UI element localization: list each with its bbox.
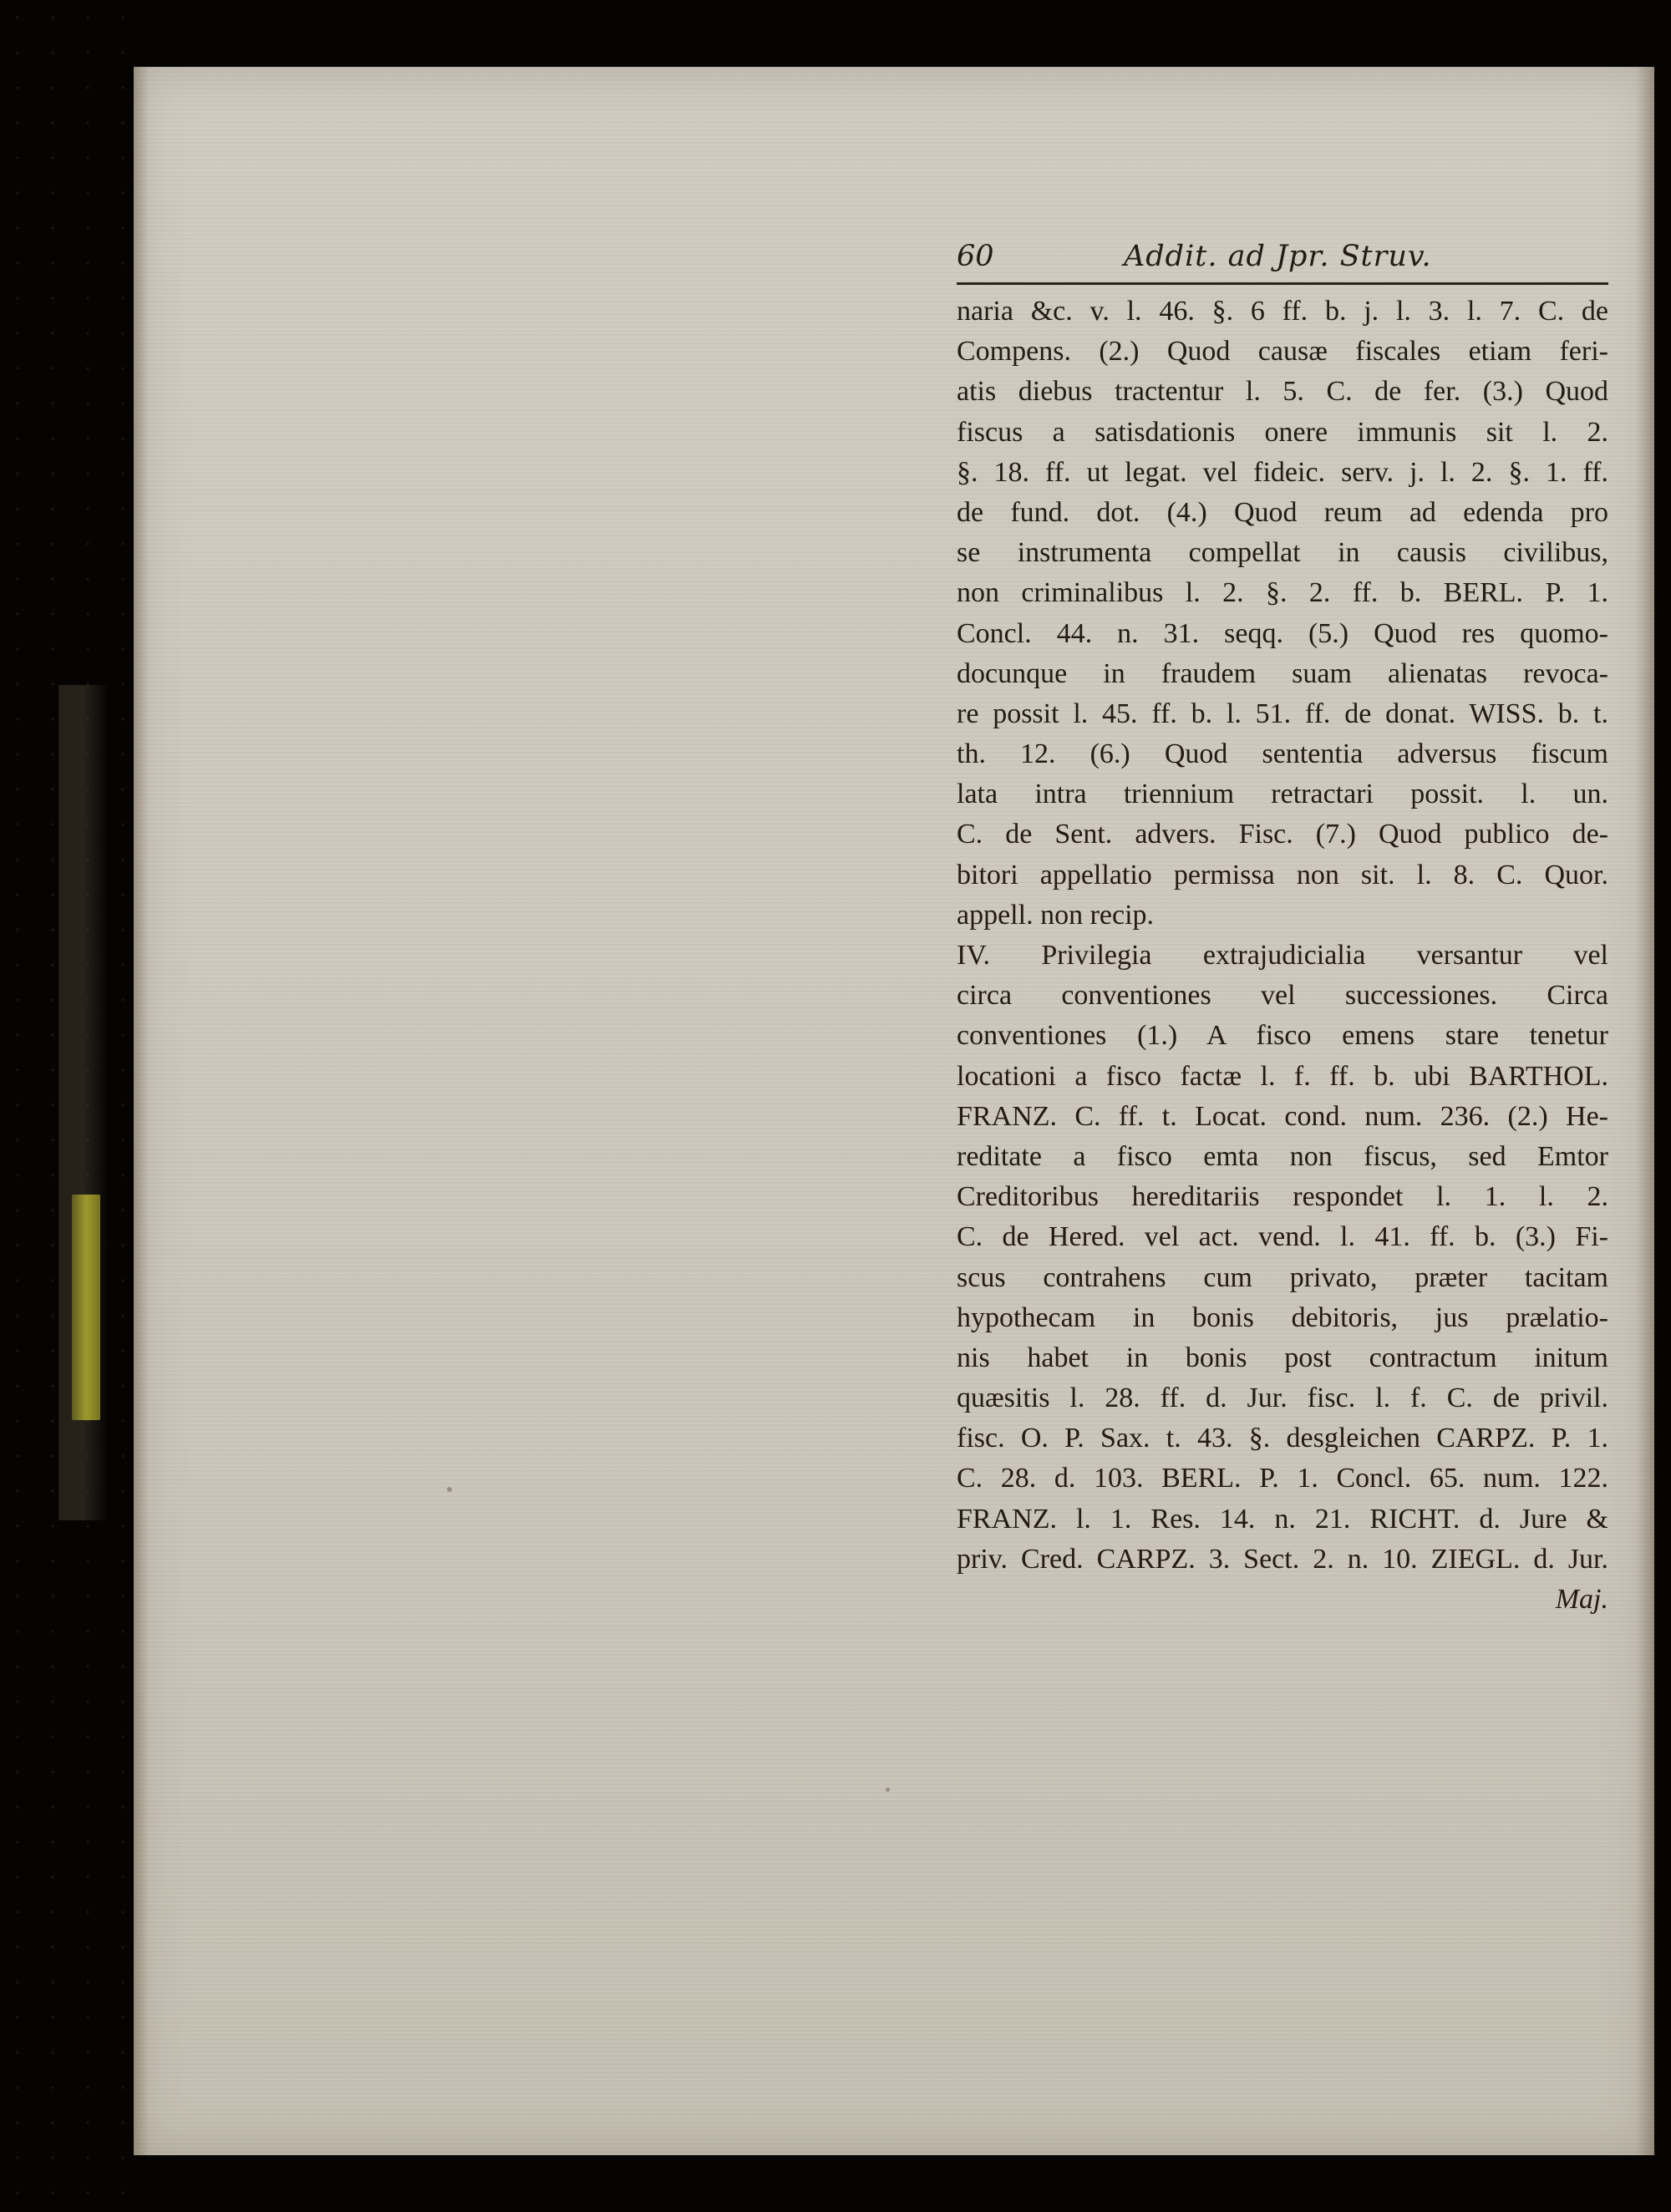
text-line: scus contrahens cum privato, præter tacitam — [957, 1261, 1608, 1293]
text-line: fisc. O. P. Sax. t. 43. §. desgleichen CARPZ. P. 1. — [957, 1423, 1608, 1454]
catchword: Maj. — [1555, 1584, 1608, 1615]
text-line: re possit l. 45. ff. b. l. 51. ff. de donat. WISS. b. t. — [957, 698, 1608, 729]
text-line: FRANZ. C. ff. t. Locat. cond. num. 236. (2.) He- — [957, 1100, 1608, 1132]
text-line: circa conventiones vel successiones. Circa — [957, 980, 1608, 1012]
text-line: non criminalibus l. 2. §. 2. ff. b. BERL. P. 1. — [957, 577, 1608, 609]
text-line: Concl. 44. n. 31. seqq. (5.) Quod res quomo- — [957, 617, 1608, 649]
ink-spot — [447, 1487, 452, 1492]
text-line: appell. non recip. — [957, 899, 1155, 931]
book-page — [134, 67, 1654, 2155]
text-line: conventiones (1.) A fisco emens stare tenetur — [957, 1020, 1608, 1052]
text-line: reditate a fisco emta non fiscus, sed Emtor — [957, 1140, 1608, 1172]
running-head — [957, 234, 1608, 279]
text-line: de fund. dot. (4.) Quod reum ad edenda pro — [957, 496, 1608, 528]
text-line: quæsitis l. 28. ff. d. Jur. fisc. l. f. C. de privil. — [957, 1382, 1608, 1414]
running-title: Addit. ad Jpr. Struv. — [1124, 240, 1432, 273]
text-line: naria &c. v. l. 46. §. 6 ff. b. j. l. 3. l. 7. C. de — [957, 296, 1608, 327]
text-line: §. 18. ff. ut legat. vel fideic. serv. j. l. 2. §. 1. ff. — [957, 456, 1608, 488]
text-line: C. de Sent. advers. Fisc. (7.) Quod publico de- — [957, 819, 1608, 850]
text-line: lata intra triennium retractari possit. l. un. — [957, 779, 1608, 810]
text-line: hypothecam in bonis debitoris, jus prælatio- — [957, 1301, 1608, 1333]
text-line: se instrumenta compellat in causis civilibus, — [957, 537, 1608, 569]
text-line: Creditoribus hereditariis respondet l. 1. l. 2. — [957, 1181, 1608, 1213]
text-line: Compens. (2.) Quod causæ fiscales etiam feri- — [957, 336, 1608, 368]
text-line: bitori appellatio permissa non sit. l. 8. C. Quor. — [957, 859, 1608, 890]
text-line: C. de Hered. vel act. vend. l. 41. ff. b. (3.) Fi- — [957, 1221, 1608, 1253]
header-rule — [957, 282, 1608, 285]
page-marker-strip — [72, 1195, 100, 1420]
text-line: fiscus a satisdationis onere immunis sit l. 2. — [957, 416, 1608, 448]
page-right-edge — [1636, 67, 1654, 2155]
text-line: priv. Cred. CARPZ. 3. Sect. 2. n. 10. ZIEGL. d. Jur. — [957, 1543, 1608, 1575]
text-line: C. 28. d. 103. BERL. P. 1. Concl. 65. num. 122. — [957, 1463, 1608, 1494]
page-left-edge — [134, 67, 149, 2155]
text-column — [957, 234, 1608, 1620]
page-number: 60 — [957, 240, 994, 273]
text-line: FRANZ. l. 1. Res. 14. n. 21. RICHT. d. Jure & — [957, 1503, 1608, 1535]
text-line: atis diebus tractentur l. 5. C. de fer. (3.) Quod — [957, 376, 1608, 408]
ink-spot — [886, 1788, 890, 1792]
text-line: nis habet in bonis post contractum initum — [957, 1342, 1608, 1373]
text-line: docunque in fraudem suam alienatas revoca- — [957, 657, 1608, 689]
body-text — [957, 292, 1608, 1620]
text-line: th. 12. (6.) Quod sententia adversus fiscum — [957, 738, 1608, 770]
text-line: IV. Privilegia extrajudicialia versantur vel — [957, 940, 1608, 971]
text-line: locationi a fisco factæ l. f. ff. b. ubi BARTHOL. — [957, 1060, 1608, 1092]
